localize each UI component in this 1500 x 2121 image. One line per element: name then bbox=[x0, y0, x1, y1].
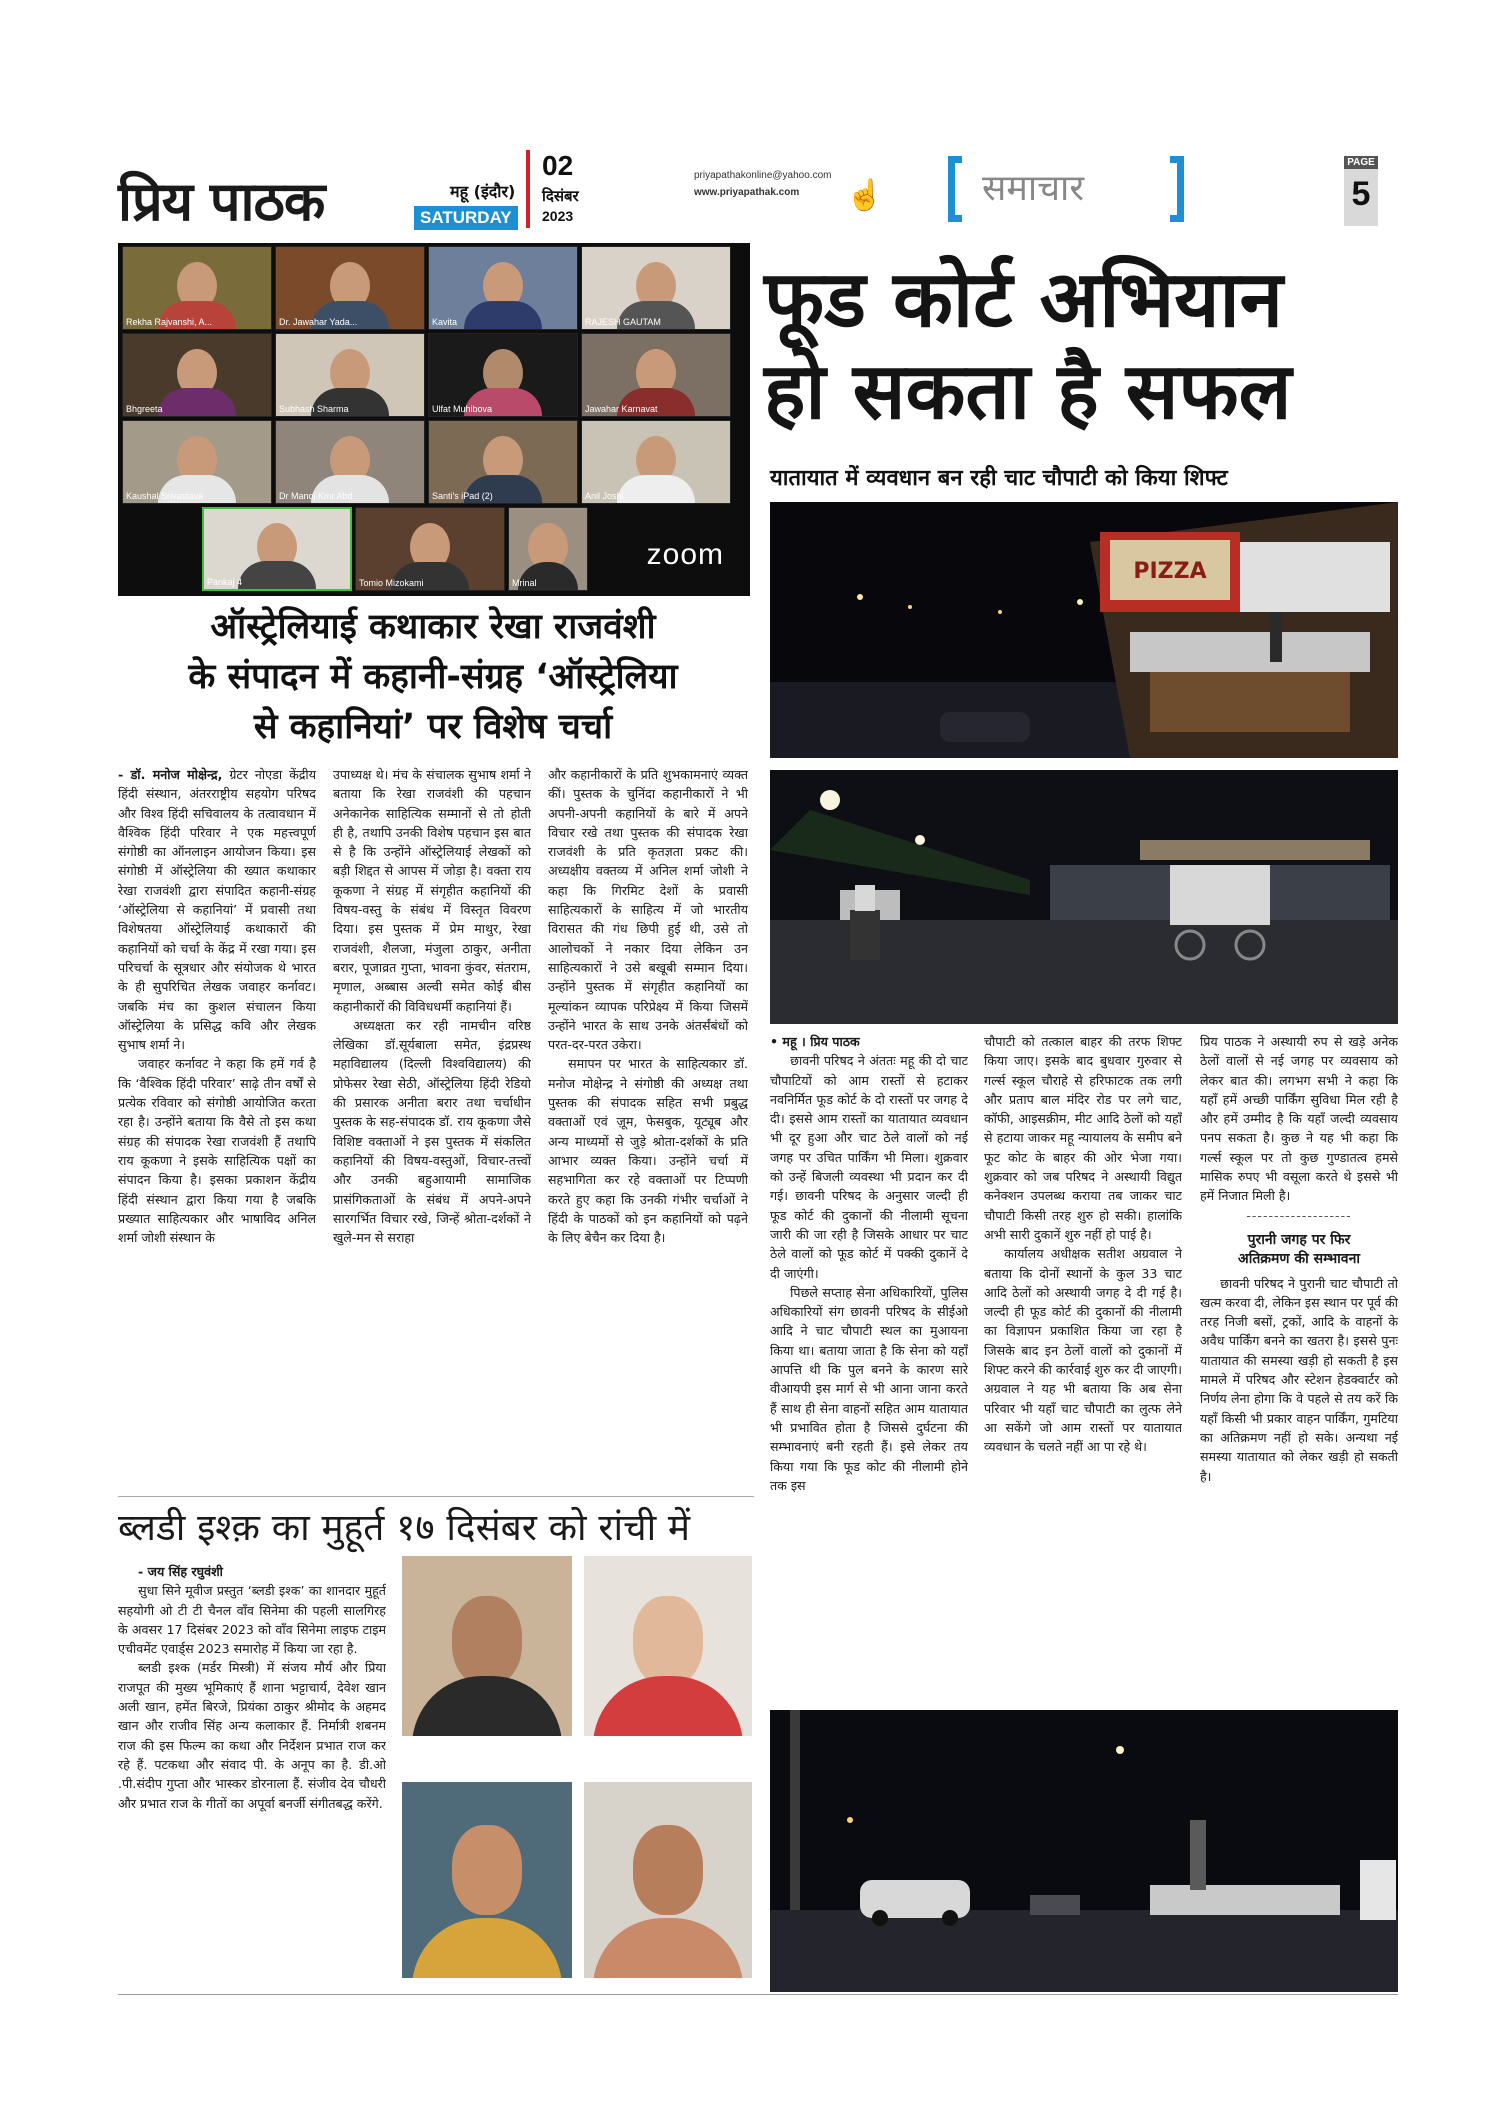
headline-line: से कहानियां’ पर विशेष चर्चा bbox=[253, 707, 613, 747]
subheading-line: पुरानी जगह पर फिर bbox=[1247, 1231, 1351, 1248]
paragraph: ग्रेटर नोएडा केंद्रीय हिंदी संस्थान, अंतरराष्ट्रीय सहयोग परिषद और विश्व हिंदी सचिवालय के तत्वावधान में वैश्विक हिंदी परिवार ने एक महत्त्वपूर्ण संगोष्ठी का ऑनलाइन आयोजन किया। इस संगोष्ठी में ऑस्ट्रेलिया की ख्यात कथाकार रेखा राजवंशी द्वारा संपादित कहानी-संग्रह ‘ऑस्ट्रेलिया से कहानियां’ में प्रवासी तथा विशेषतया ऑस्ट्रेलियाई कथाकारों की कहानियों को चर्चा के केंद्र में रखा गया। इस परिचर्चा के सूत्रधार और संयोजक थे भारत के ही सुपरिचित लेखक जवाहर कर्नावट। जबकि मंच का कुशल संचालन किया ऑस्ट्रेलिया के प्रसिद्ध कवि और लेखक सुभाष शर्मा ने। bbox=[118, 767, 316, 1053]
hand-pointer-icon: ☝ bbox=[846, 178, 884, 213]
section-divider bbox=[118, 1496, 754, 1497]
section-title: समाचार bbox=[982, 168, 1085, 209]
city-label: महू (इंदौर) bbox=[450, 182, 516, 201]
photo-road-junction bbox=[770, 1710, 1398, 1992]
paragraph: अध्यक्षता कर रही नामचीन वरिष्ठ लेखिका डॉ.सूर्यबाला समेत, इंद्रप्रस्थ महाविद्यालय (दिल्ली विश्वविद्यालय) की प्रोफेसर रेखा सेठी, ऑस्ट्रेलिया हिंदी रेडियो की प्रसारक अनीता बरार तथा चर्चाधीन पुस्तक के सह-संपादक डॉ. राय कूकणा जैसे विशिष्ट वक्ताओं ने इस पुस्तक में संकलित कहानियों की विषय-वस्तुओं, विचार-तत्त्वों और उनकी बहुआयामी सामाजिक प्रासंगिकताओं के संबंध में अपने-अपने सारगर्भित विचार रखे, जिन्हें श्रोता-दर्शकों ने खुले-मन से सराहा bbox=[333, 1017, 531, 1246]
headline-line: फूड कोर्ट अभियान bbox=[764, 255, 1283, 345]
paragraph: समापन पर भारत के साहित्यकार डॉ. मनोज मोक्षेन्द्र ने संगोष्ठी की अध्यक्ष तथा पुस्तक की संपादक सहित सभी प्रबुद्ध वक्ताओं एवं ज़ूम, फेसबुक, यूट्यूब और अन्य माध्यमों से जुड़े श्रोता-दर्शकों के प्रति आभार व्यक्त किया। उन्होंने चर्चा में सहभागिता कर रहे वक्ताओं पर टिप्पणी करते हुए कहा कि उनकी गंभीर चर्चाओं ने हिंदी के पाठकों को इन कहानियों को पढ़ने के लिए बेचैन कर दिया है। bbox=[548, 1056, 748, 1246]
masthead bbox=[118, 150, 1388, 233]
article2-column-1 bbox=[770, 1032, 968, 1702]
article1-column-3 bbox=[548, 765, 748, 1475]
zoom-tile: Dr Manoj Kmr Abd bbox=[275, 420, 425, 504]
paragraph: छावनी परिषद ने अंततः महू की दो चाट चौपाटियों को आम रास्तों से हटाकर नवनिर्मित फूड कोर्ट के दो रास्तों पर जगह दे दी। इससे आम रास्तों का यातायात व्यवधान भी दूर हुआ और चाट ठेले वालों को नई जगह पर उचित पार्किंग भी मिला। शुक्रवार को उन्हें बिजली व्यवस्था भी प्रदान कर दी गई। छावनी परिषद के अनुसार जल्दी ही फूड कोर्ट की दुकानों की नीलामी सूचना जारी की जा रही है जिसके आधार पर चाट ठेले वालों को फूड कोर्ट में पक्की दुकानें दे दी जाएंगी। bbox=[770, 1053, 968, 1281]
article2-column-3 bbox=[1200, 1032, 1398, 1702]
zoom-tile: Anil Joshi bbox=[581, 420, 731, 504]
photo-food-stalls bbox=[770, 502, 1398, 758]
day-of-week: SATURDAY bbox=[414, 206, 518, 230]
article-headline-literature bbox=[118, 602, 748, 752]
contact-info bbox=[694, 170, 831, 204]
byline: - जय सिंह रघुवंशी bbox=[138, 1564, 223, 1579]
paragraph: पिछले सप्ताह सेना अधिकारियों, पुलिस अधिकारियों संग छावनी परिषद के सीईओ आदि ने चाट चौपाटी स्थल का मुआयना किया था। बताया जाता है कि सेना को यहाँ आपत्ति थी कि पुल बनने के कारण सारे वीआयपी इस मार्ग से भी आना जाना करते हैं साथ ही सेना वाहनों सहित आम यातायात भी प्रभावित होता है जिससे दुर्घटना की सम्भावनाएं बनी रहती हैं। इसे लेकर तय किया गया कि फूड कोट की नीलामी होने तक इस bbox=[770, 1284, 968, 1493]
date-year: 2023 bbox=[542, 208, 574, 224]
divider: ------------------- bbox=[1246, 1207, 1352, 1223]
zoom-tile: Santi's iPad (2) bbox=[428, 420, 578, 504]
footer-rule bbox=[118, 1994, 1398, 1995]
headline-line: ऑस्ट्रेलियाई कथाकार रेखा राजवंशी bbox=[210, 607, 656, 647]
zoom-logo: zoom bbox=[646, 538, 724, 571]
headline-line: के संपादन में कहानी-संग्रह ‘ऑस्ट्रेलिया bbox=[188, 657, 678, 697]
article1-column-2 bbox=[333, 765, 531, 1475]
article1-column-1 bbox=[118, 765, 316, 1475]
zoom-tile: RAJESH GAUTAM bbox=[581, 246, 731, 330]
website-link[interactable]: www.priyapathak.com bbox=[694, 187, 800, 198]
bracket-right bbox=[1170, 156, 1184, 222]
article3-column bbox=[118, 1562, 386, 1980]
director-portrait bbox=[584, 1782, 752, 1978]
byline: • महू । प्रिय पाठक bbox=[770, 1034, 860, 1049]
page-number-box bbox=[1344, 156, 1378, 226]
actor-portrait bbox=[402, 1556, 572, 1736]
zoom-tile: Dr. Jawahar Yada... bbox=[275, 246, 425, 330]
paragraph: सुधा सिने मूवीज प्रस्तुत ‘ब्लडी इश्क’ का शानदार मुहूर्त सहयोगी ओ टी टी चैनल वाँव सिनेमा की पहली सालगिरह के अवसर 17 दिसंबर 2023 को वाँव सिनेमा लाइफ टाइम एचीवमेंट एवार्ड्स 2023 समारोह में किया जा रहा है. bbox=[118, 1583, 386, 1657]
zoom-tile: Kaushal Srivastava bbox=[122, 420, 272, 504]
paragraph: कार्यालय अधीक्षक सतीश अग्रवाल ने बताया कि दोनों स्थानों के कुल 33 चाट आदि ठेलों को अस्थायी जगह दे दी गई है। जल्दी ही फूड कोर्ट की दुकानों की नीलामी का विज्ञापन प्रकाशित किया जा रहा है जिसके बाद इन ठेलों वालों को दुकानों में शिफ्ट करने की कार्रवाई शुरु कर दी जाएगी। अग्रवाल ने यह भी बताया कि अब सेना परिवार भी यहाँ चाट चौपाटी का लुत्फ लेने आ सकेंगे जो आम रास्तों पर यातायात व्यवधान के चलते नहीं आ पा रहे थे। bbox=[984, 1246, 1182, 1455]
photo-street-carts bbox=[770, 770, 1398, 1024]
producer-portrait bbox=[402, 1782, 572, 1978]
zoom-tile: Tomio Mizokami bbox=[355, 507, 505, 591]
subheadline: यातायात में व्यवधान बन रही चाट चौपाटी को किया शिफ्ट bbox=[770, 466, 1228, 491]
subheading bbox=[1200, 1231, 1398, 1270]
zoom-tile: Ulfat Muhibova bbox=[428, 333, 578, 417]
pizza-sign: PIZZA bbox=[1133, 559, 1207, 584]
page-number: 5 bbox=[1351, 175, 1371, 213]
headline-line: हो सकता है सफल bbox=[764, 347, 1292, 437]
zoom-tile: Subhash Sharma bbox=[275, 333, 425, 417]
actress-portrait bbox=[584, 1556, 752, 1736]
zoom-tile: Jawahar Karnavat bbox=[581, 333, 731, 417]
bracket-left bbox=[948, 156, 962, 222]
section-label bbox=[948, 156, 1184, 222]
article-headline-bloody-ishq: ब्लडी इश्क़ का मुहूर्त १७ दिसंबर को रांची में bbox=[118, 1506, 691, 1549]
subheading-line: अतिक्रमण की सम्भावना bbox=[1238, 1251, 1360, 1268]
paragraph: जवाहर कर्नावट ने कहा कि हमें गर्व है कि ‘वैश्विक हिंदी परिवार’ साढ़े तीन वर्षों से प्रत्येक रविवार को संगोष्ठी आयोजित करता रहा है। उन्होंने बताया कि वैसे तो इस कथा संग्रह की संपादक रेखा राजवंशी हैं तथापि राय कूकणा ने इसके साहित्यिक पक्षों का संपादन किया है। इसका प्रकाशन केंद्रीय हिंदी संस्थान द्वारा किया गया है जबकि प्रख्यात साहित्यकार और भाषाविद अनिल शर्मा जोशी संस्थान के bbox=[118, 1056, 316, 1246]
zoom-tile: Bhgreeta bbox=[122, 333, 272, 417]
paragraph: छावनी परिषद ने पुरानी चाट चौपाटी तो खत्म करवा दी, लेकिन इस स्थान पर पूर्व की तरह निजी बसों, ट्रकों, आदि के वाहनों के अवैध पार्किंग बनने का खतरा है। इससे पुनः यातायात की समस्या खड़ी हो सकती है इस मामले में परिषद और स्टेशन हेडक्वार्टर को निर्णय लेना होगा कि वे पहले से तय करें कि यहाँ किसी भी प्रकार वाहन पार्किंग, गुमटिया का अतिक्रमण नहीं हो सके। अन्यथा नई समस्या यातायात को लेकर खड़ी हो सकती है। bbox=[1200, 1275, 1398, 1484]
zoom-tile: Pankaj 4 bbox=[202, 507, 352, 591]
date-day: 02 bbox=[542, 150, 574, 181]
paragraph: चौपाटी को तत्काल बाहर की तरफ शिफ्ट किया जाए। इसके बाद बुधवार गुरुवार से गर्ल्स स्कूल चौराहे से हरिफाटक तक लगी और प्रताप बाल मंदिर रोड पर लगे चाट, कॉफी, आइसक्रीम, मीट आदि ठेलों को यहाँ से हटाया जाकर महू न्यायालय के समीप बने फूट कोट के बाहर की ओर भेजा गया। शुक्रवार को जब परिषद ने अस्थायी विद्युत कनेक्शन उपलब्ध कराया तब जाकर चाट चौपाटी किसी तरह शुरु हो सकी। हालांकि अभी सारी दुकानें शुरु नहीं हो पाई है। bbox=[984, 1034, 1182, 1242]
page-label: PAGE bbox=[1344, 156, 1378, 169]
date-month: दिसंबर bbox=[542, 187, 579, 205]
paragraph: ब्लडी इश्क (मर्डर मिस्त्री) में संजय मौर्य और प्रिया राजपूत की मुख्य भूमिकाएं हैं शाना भट्टाचार्य, देवेश खान अली खान, हमेंत बिरजे, प्रियंका ठाकुर श्रीमोद के अहमद खान और राजीव सिंह अन्य कलाकार हैं. निर्मात्री शबनम राज की इस फिल्म का कथा और निर्देशन प्रभात राज कर रहे हैं. पटकथा और संवाद पी. के अनूप का है. डी.ओ .पी.संदीप गुप्ता और भास्कर डोरनाला हैं. संजीव देव चौधरी और प्रभात राज के गीतों का अपूर्वा बनर्जी संगीतबद्ध करेंगे. bbox=[118, 1660, 386, 1811]
zoom-tile: Mrinal bbox=[508, 507, 588, 591]
date-divider bbox=[526, 150, 530, 228]
zoom-tile: Kavita bbox=[428, 246, 578, 330]
byline: - डॉ. मनोज मोक्षेन्द्र, bbox=[118, 767, 223, 782]
newspaper-logo: प्रिय पाठक bbox=[118, 170, 325, 233]
paragraph: उपाध्यक्ष थे। मंच के संचालक सुभाष शर्मा ने बताया कि रेखा राजवंशी की पहचान अनेकानेक साहित्यिक सम्मानों से तो होती ही है, तथापि उनकी विशेष पहचान इस बात से है कि उन्होंने ऑस्ट्रेलियाई लेखकों को बड़ी शिद्दत से आपस में जोड़ा है। वक्ता राय कूकणा ने संग्रह में संगृहीत कहानियों की विषय-वस्तु के संबंध में विस्तृत विवरण दिया। इस पुस्तक में प्रेम माथुर, रेखा राजवंशी, शैलजा, मंजुला ठाकुर, अनीता बरार, पूजाव्रत गुप्ता, भावना कुंवर, संतराम, मृणाल, अब्बास अल्वी समेत कोई बीस कहानीकारों की विविधधर्मी कहानियां हैं। bbox=[333, 767, 531, 1014]
zoom-meeting-photo bbox=[118, 243, 750, 596]
paragraph: और कहानीकारों के प्रति शुभकामनाएं व्यक्त कीं। पुस्तक के चुनिंदा कहानीकारों ने भी अपनी-अपनी कहानियों के बारे में अपने विचार रखे तथा पुस्तक की संपादक रेखा राजवंशी के प्रति कृतज्ञता प्रकट की। अध्यक्षीय वक्तव्य में अनिल शर्मा जोशी ने कहा कि गिरमिट देशों के प्रवासी साहित्यकारों के साहित्य में जो भारतीय विरासत की गंध छिपी हुई थी, उसे तो आलोचकों ने नकार दिया लेकिन उन साहित्यकारों ने उसे बखूबी सम्मान दिया। उन्होंने पुस्तक में संगृहीत कहानियों का मूल्यांकन व्यापक परिप्रेक्ष्य में किया जिसमें उन्होंने भारत के साथ उनके अंतर्संबंधों को परत-दर-परत उकेरा। bbox=[548, 767, 748, 1053]
article2-column-2 bbox=[984, 1032, 1182, 1702]
paragraph: प्रिय पाठक ने अस्थायी रुप से खड़े अनेक ठेलों वालों से नई जगह पर व्यवसाय को लेकर बात की। लगभग सभी ने कहा कि यहाँ हमें अच्छी पार्किंग सुविधा मिल रही है और हमें उम्मीद है कि यहाँ जल्दी व्यवसाय पनप सकता है। कुछ ने यह भी कहा कि गर्ल्स स्कूल पर तो कुछ गुण्डातत्व हमसे मासिक रुपए भी वसूला करते थे इससे भी हमें निजात मिली है। bbox=[1200, 1034, 1398, 1204]
zoom-tile: Rekha Rajvanshi, A... bbox=[122, 246, 272, 330]
email-address[interactable]: priyapathakonline@yahoo.com bbox=[694, 170, 832, 181]
article-headline-food-court bbox=[764, 254, 1400, 438]
